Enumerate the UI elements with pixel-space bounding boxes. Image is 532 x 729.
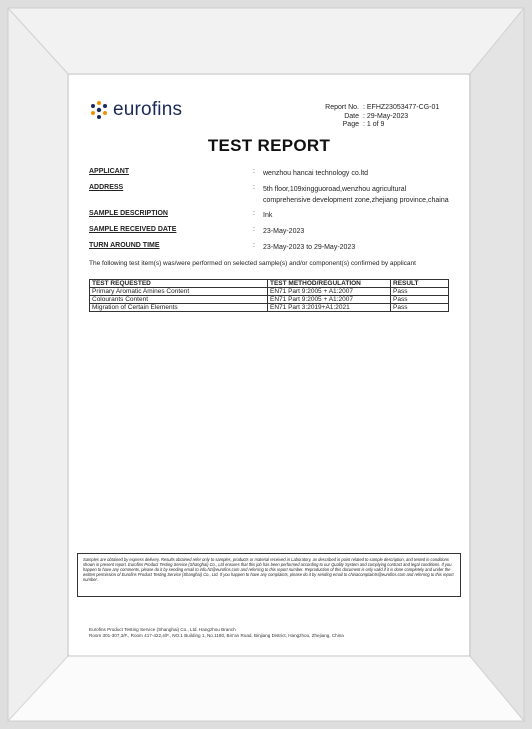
cell-method: EN71 Part 9:2005 + A1:2007 [268,296,391,304]
cell-method: EN71 Part 3:2019+A1:2021 [268,304,391,312]
report-no-value: : EFHZ23053477-CG-01 [363,104,440,111]
disclaimer-box [77,553,461,597]
colon: : [253,226,255,233]
report-no-label: Report No. [325,104,359,111]
address-label: ADDRESS [89,184,124,191]
page-title: TEST REPORT [207,136,331,155]
eurofins-mark-icon [89,100,109,120]
colon: : [253,242,255,249]
page-label: Page [342,121,359,128]
cell-result: Pass [391,296,449,304]
footer-address: Room 301-307,3/F., Room 417-422,4/F., NO.1 Building 1, No.1180, Bin'an Road, Binjiang District, Hangzhou, Zhejiang, China [89,633,344,638]
cell-test: Primary Aromatic Amines Content [90,288,268,296]
logo-wordmark: eurofins [113,99,183,120]
cell-test: Migration of Certain Elements [90,304,268,312]
table-row [90,296,449,304]
footer-company: Eurofins Product Testing Service (Shanghai) Co., Ltd. Hangzhou Branch [89,627,236,632]
date-label: Date [344,112,359,120]
sample-description-value: Ink [263,212,273,219]
sample-received-label: SAMPLE RECEIVED DATE [89,226,177,233]
colon: : [253,184,255,191]
sample-received-value: 23-May-2023 [263,228,305,235]
turnaround-value: 23-May-2023 to 29-May-2023 [263,244,356,251]
table-row [90,288,449,296]
disclaimer-text: Samples are obtained by express delivery. Results obtained refer only to samples, products or material received in Laboratory, as described in point related to sample description, and tested in conditions shown in present report. Eurofins Product Testing Service (Shanghai) Co., Ltd ensures that this job has been performed according to our Quality System and complying contract and legal conditions. If you happen to have any comments, please do it by sending email to info.hz@eurofins.com and referring to this report number. Reproduction of this document is only valid if it is done completely and under the written permission of Eurofins Product Testing Service (Shanghai) Co., Ltd. If you happen to have any complaints, please do it by sending email to chinacomplaints@eurofins.com and referring to this report number. [83,557,454,582]
col-header-result: RESULT [391,280,449,288]
applicant-value: wenzhou hancai technology co.ltd [263,170,369,177]
address-line-1: 5th floor,109xingguoroad,wenzhou agricultural [263,186,407,193]
colon: : [253,210,255,217]
sample-description-label: SAMPLE DESCRIPTION [89,210,168,217]
cell-method: EN71 Part 9:2005 + A1:2007 [268,288,391,296]
cell-result: Pass [391,304,449,312]
report-meta [325,104,439,130]
address-value [263,184,473,206]
table-header-row [90,280,449,288]
applicant-label: APPLICANT [89,168,130,175]
results-table [89,279,449,312]
cell-test: Colourants Content [90,296,268,304]
col-header-method: TEST METHOD/REGULATION [268,280,391,288]
eurofins-logo [89,99,182,121]
cell-result: Pass [391,288,449,296]
page-value: : 1 of 9 [363,121,385,128]
report-page [69,75,469,655]
table-row [90,304,449,312]
company-footer [89,627,344,639]
colon: : [253,168,255,175]
test-statement: The following test item(s) was/were performed on selected sample(s) and/or component(s) confirmed by applicant [89,260,416,267]
turnaround-label: TURN AROUND TIME [89,242,160,249]
col-header-test: TEST REQUESTED [90,280,268,288]
address-line-2: comprehensive development zone,zhejiang province,chaina [263,197,449,204]
date-value: : 29-May-2023 [363,112,409,120]
